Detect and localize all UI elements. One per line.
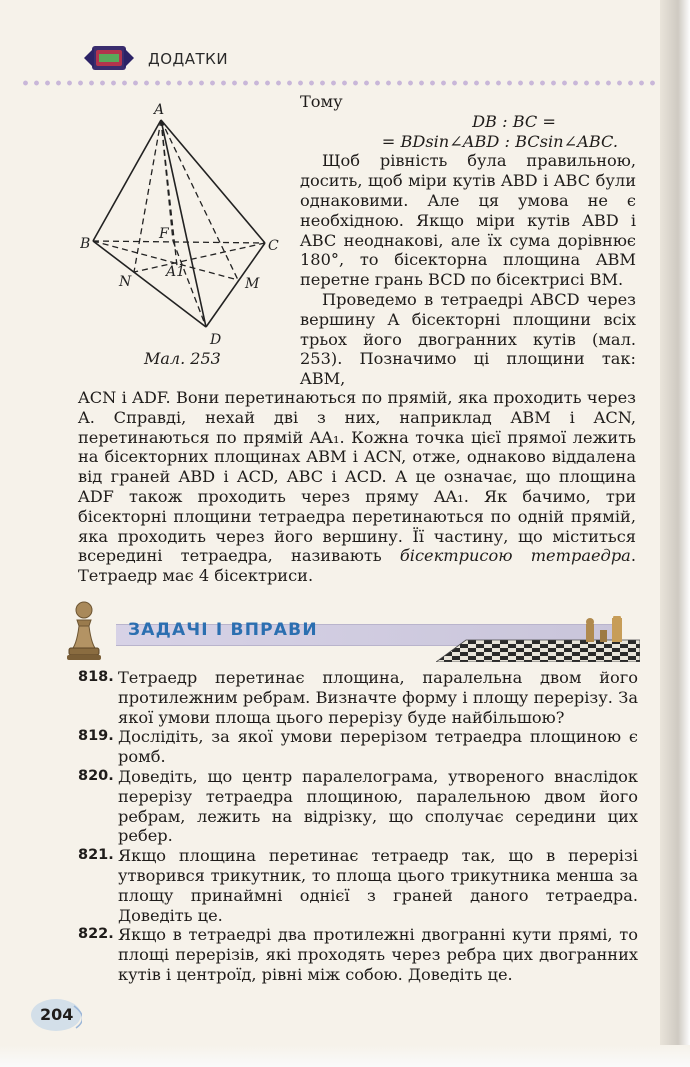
book-logo-icon [84,40,134,76]
section-title: ДОДАТКИ [148,50,229,68]
task-number: 818. [78,669,114,685]
label-D: D [210,332,222,348]
task-number: 820. [78,767,114,784]
task-text: Доведіть, що центр паралелограма, утвореного внаслідок перерізу тетраедра площиною, паралельною двом його ребрам, лежить на відрізку, що сполучає середини цих ребер. [118,766,638,846]
page-edge-shadow [660,0,690,1067]
task-text: Тетраедр перетинає площина, паралельна двом його протилежним ребрам. Визначте форму і площу перерізу. За якої умови площа цього перерізу буде найбільшою? [118,668,638,727]
figure-caption: Мал. 253 [144,349,221,368]
page-bottom-edge [0,1045,690,1067]
task-number: 819. [78,728,114,745]
paragraph-continuation: ACN і ADF. Вони перетинаються по прямій, яка проходить через A. Справді, нехай дві з них, наприклад ABM і ACN, перетинаються по прямій AA₁. Кожна точка цієї прямої лежить на бісекторних площинах ABM і ACN, отже, однаково віддалена від граней ABD і ACD, ABC і ACD. А це означає, що площина ADF також проходить через пряму AA₁. Як бачимо, три бісекторні площини тетраедра перетинаються по одній прямій, яка проходить через його вершину. Її частину, що міститься всередині тетраедра, називають бісектрисою тетраедра. Тетраедр має 4 бісектриси. [78,388,636,586]
tasks-title: ЗАДАЧІ І ВПРАВИ [128,620,318,640]
paragraph-bisector-planes: Проведемо в тетраедрі ABCD через вершину A бісекторні площини всіх трьох його двогранних кутів (мал. 253). Позначимо ці площини так: ABM, [300,289,636,389]
page-number: 204 [30,998,82,1032]
right-column [300,92,636,389]
main-text [78,388,636,586]
task-item [78,767,638,846]
chessboard-icon [436,616,640,662]
equation-line-1: DB : BC = [472,111,556,131]
task-item [78,668,638,727]
tomu-line: Тому [300,92,343,111]
chess-pieces-icon [586,616,622,642]
task-text: Якщо площина перетинає тетраедр так, що в перерізі утворився трикутник, то площа цього трикутника менша за площу принаймні однієї з граней даного тетраедра. Доведіть це. [118,846,638,925]
label-F: F [159,226,169,242]
term-bisector: бісектрисою тетраедра [399,546,631,566]
tetrahedron-figure [80,98,290,358]
equation-line-2: = BDsin∠ABD : BCsin∠ABC. [381,131,618,151]
task-number: 822. [78,926,114,943]
task-item [78,925,638,984]
label-A: A [154,102,165,118]
label-M: M [245,276,260,292]
paragraph-equality-condition: Щоб рівність була правильною, досить, щоб міри кутів ABD і ABC були однаковими. Але ця умова не є необхідною. Якщо міри кутів ABD і ABC неоднакові, але їх сума дорівнює 180°, то бісекторна площина ABM перетне грань BCD по бісектрисі BM. [300,151,636,290]
task-text: Якщо в тетраедрі два протилежні двогранні кути прямі, то площі перерізів, які проходять через ребра цих двогранних кутів і центроїд, рівні між собою. Доведіть це. [118,925,638,984]
task-item [78,727,638,767]
tasks-list [78,668,638,985]
label-B: B [80,236,91,252]
tasks-banner [64,596,640,662]
task-number: 821. [78,847,114,864]
label-C: C [268,238,279,254]
label-N: N [119,274,132,290]
label-A1: A1 [166,264,186,280]
task-text: Дослідіть, за якої умови перерізом тетраедра площиною є ромб. [118,727,638,767]
task-item [78,846,638,925]
dotted-divider [20,80,660,86]
chess-pawn-icon [64,596,104,662]
